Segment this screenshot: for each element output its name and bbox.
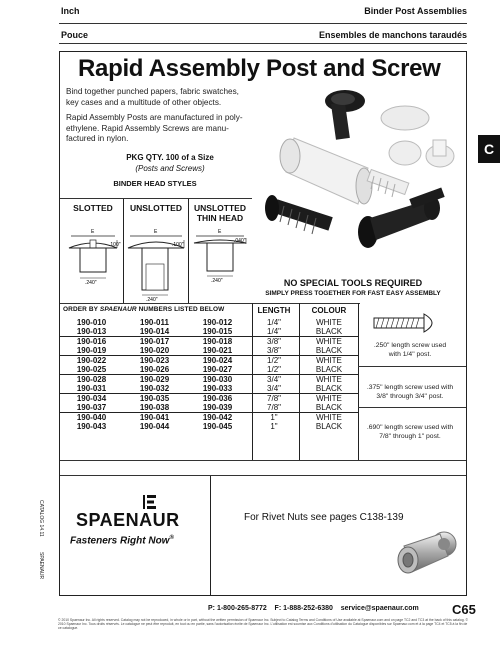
intro-line: factured in nylon. [66,134,129,143]
table-cell: 1" [270,422,278,432]
screw-note-line: 7/8" through 1" post. [379,433,441,440]
footer-fine-print: © 2010 Spaenaur Inc. All rights reserved. Catalog may not be reproduced, in whole or in part, without the written permission of Spaenaur Inc. Subject to Catalog Terms and Conditions of Use available at Spaenaur.com and on page TC2 and TC3 at the back of this catalog. © 2010 Spaenaur Inc. Tous droits réservés. Le catalogue ne peut être reproduit, en tout ou en partie, sans l'autorisation écrite de Spaenaur Inc. L'utilisation est soumise aux Conditions d'utilisation du Catalogue disponibles sur Spaenaur.com et à la page TC4 et TC5 à la fin de ce catalogue. [58,618,469,630]
table-cell: WHITE [316,318,342,328]
table-cell: 7/8" [267,403,281,413]
table-cell: 190-034 [60,394,123,404]
style-divider [123,198,124,303]
slotted-head-diagram [63,218,123,302]
pkg-note: (Posts and Screws) [135,164,205,173]
rivet-nuts-link[interactable]: For Rivet Nuts see pages C138-139 [244,512,404,523]
screw-note-1 [358,341,462,359]
table-cell: 190-010 [76,318,107,328]
table-cell: 1" [249,413,299,423]
thin-head-line-1: UNSLOTTED [194,203,246,213]
catalog-side-text: CATALOG 14.11 [38,500,44,537]
footer-phone[interactable]: P: 1-800-265-8772 [208,605,267,612]
section-tab-c[interactable]: C [478,135,500,163]
table-row [60,422,359,431]
slotted-shank-dim: .240" [85,280,97,286]
length-header: LENGTH [257,306,291,315]
table-cell: 190-038 [139,403,170,413]
intro-line: Bind together punched papers, fabric swatches, [66,87,239,96]
table-cell: 190-044 [139,422,170,432]
table-cell: BLACK [315,422,343,432]
table-cell: 190-015 [202,327,233,337]
table-cell: 190-028 [60,375,123,385]
note-rule [358,366,466,367]
thin-head-line-2: THIN HEAD [196,213,244,223]
styles-top-rule [60,198,252,199]
table-cell: 190-042 [186,413,249,423]
table-cell: 7/8" [249,394,299,404]
table-cell: WHITE [299,375,359,385]
registered-mark: ® [169,535,174,541]
black-post-top [325,90,365,140]
short-screw-illustration [370,310,455,334]
table-cell: 190-040 [60,413,123,423]
header-divider [59,23,467,24]
table-cell: 190-032 [139,384,170,394]
style-unslotted-label: UNSLOTTED [130,203,182,213]
svg-text:E: E [218,229,222,235]
header-pouce: Pouce [61,30,89,40]
screw-note-line: with 1/4" post. [388,351,432,358]
table-cell: 190-020 [139,346,170,356]
table-cell: 190-019 [76,346,107,356]
table-row [60,394,359,404]
brand-side-text: SPAENAUR [38,552,44,580]
brand-name: SPAENAUR [76,510,180,530]
table-cell: 1/2" [267,365,281,375]
screw-note-line: .250" length screw used [373,342,447,349]
table-cell: 190-043 [76,422,107,432]
intro-line: ethylene. Rapid Assembly Screws are manu- [66,123,229,133]
table-row [60,413,359,423]
table-cell: 190-037 [76,403,107,413]
order-suffix: NUMBERS LISTED BELOW [138,306,225,313]
table-row [60,375,359,385]
note-rule [358,407,466,408]
table-cell: 3/8" [267,346,281,356]
table-cell: 190-024 [186,356,249,366]
table-cell: 190-011 [140,318,169,328]
order-brand: SPAENAUR [99,306,137,313]
product-photo [250,68,465,268]
table-cell: BLACK [315,403,343,413]
footer-email[interactable]: service@spaenaur.com [340,605,419,612]
table-cell: 3/8" [249,337,299,347]
tagline-text: Fasteners Right Now [70,535,170,547]
intro-line: Rapid Assembly Posts are manufactured in poly- [66,113,243,122]
table-cell: WHITE [299,356,359,366]
table-cell: 3/4" [267,384,281,394]
table-cell: 3/4" [249,375,299,385]
white-screw [367,170,409,197]
table-cell: 190-039 [202,403,233,413]
table-cell: WHITE [299,413,359,423]
table-cell: 190-029 [123,375,186,385]
unslotted-head-dim: .100" [172,242,184,248]
unslotted-shank-dim: .240" [146,297,158,302]
table-cell: 1/4" [267,327,281,337]
table-row [60,346,359,356]
order-prefix: ORDER BY [63,306,98,313]
header-inch: Inch [61,6,80,16]
table-row [60,318,359,327]
table-row [60,337,359,347]
screw-note-line: .375" length screw used with [366,384,454,391]
style-divider [188,198,189,303]
table-divider [299,303,300,460]
table-cell: 190-036 [186,394,249,404]
table-cell: 190-023 [123,356,186,366]
table-cell: 190-031 [76,384,107,394]
thin-shank-dim: .240" [211,278,223,284]
table-cell: BLACK [315,346,343,356]
intro-line: key cases and a multitude of other objects. [66,97,222,107]
screw-note-3 [358,423,462,441]
table-cell: 190-012 [202,318,233,328]
table-cell: 1/2" [249,356,299,366]
header-section-en: Binder Post Assemblies [364,6,467,16]
black-screws [265,195,333,234]
table-cell: 190-025 [76,365,107,375]
thin-head-diagram [190,218,252,302]
white-caps [389,140,454,167]
screw-note-2 [358,383,462,401]
colour-header: COLOUR [311,306,347,315]
table-cell: BLACK [315,365,343,375]
brand-divider [210,475,211,595]
order-by-header [63,306,224,313]
intro-paragraph-1 [66,87,239,108]
table-bottom-rule [60,460,466,461]
order-table [60,318,359,431]
unslotted-head-diagram [124,218,188,302]
style-slotted-label: SLOTTED [73,203,113,213]
table-cell: 190-014 [139,327,170,337]
table-cell: 190-013 [76,327,107,337]
svg-text:E: E [154,229,158,235]
table-row [60,356,359,366]
table-row [60,327,359,337]
thin-head-dim: .040" [234,238,246,244]
table-cell: 190-033 [202,384,233,394]
no-tools-heading: NO SPECIAL TOOLS REQUIRED [283,278,423,288]
table-cell: 190-017 [123,337,186,347]
table-divider [252,303,253,460]
spaenaur-logo-icon [140,494,160,510]
header-section-fr: Ensembles de manchons taraudés [318,30,467,40]
no-tools-subheading: SIMPLY PRESS TOGETHER FOR FAST EASY ASSEMBLY [265,290,441,297]
page-title: Rapid Assembly Post and Screw [78,55,441,82]
table-cell: 190-022 [60,356,123,366]
table-cell: 190-045 [202,422,233,432]
footer-fax: F: 1-888-252-6380 [274,605,333,612]
table-cell: 190-027 [202,365,233,375]
table-row [60,403,359,413]
screw-note-line: .690" length screw used with [366,424,454,431]
page-number: C65 [452,602,476,617]
brand-top-rule [60,475,466,476]
table-cell: 190-026 [139,365,170,375]
table-cell: 190-021 [202,346,233,356]
table-cell: 190-016 [60,337,123,347]
brand-tagline [70,535,174,546]
binder-head-styles-label: BINDER HEAD STYLES [113,179,197,188]
svg-text:E: E [91,229,95,235]
footer-contact [208,605,419,612]
table-top-rule [60,303,360,304]
table-row [60,365,359,375]
table-cell: 190-041 [123,413,186,423]
table-cell: BLACK [315,384,343,394]
pkg-qty: PKG QTY. 100 of a Size [126,153,214,162]
table-cell: WHITE [299,394,359,404]
table-cell: 190-018 [186,337,249,347]
table-cell: BLACK [315,327,343,337]
header-divider-bottom [59,43,467,44]
screw-note-line: 3/8" through 3/4" post. [376,393,444,400]
slotted-head-dim: .100" [109,242,121,248]
table-cell: 1/4" [267,318,281,328]
table-cell: 190-030 [186,375,249,385]
table-row [60,384,359,394]
table-cell: WHITE [299,337,359,347]
table-cell: 190-035 [123,394,186,404]
rivet-nut-image [382,528,462,592]
intro-paragraph-2 [66,113,243,145]
